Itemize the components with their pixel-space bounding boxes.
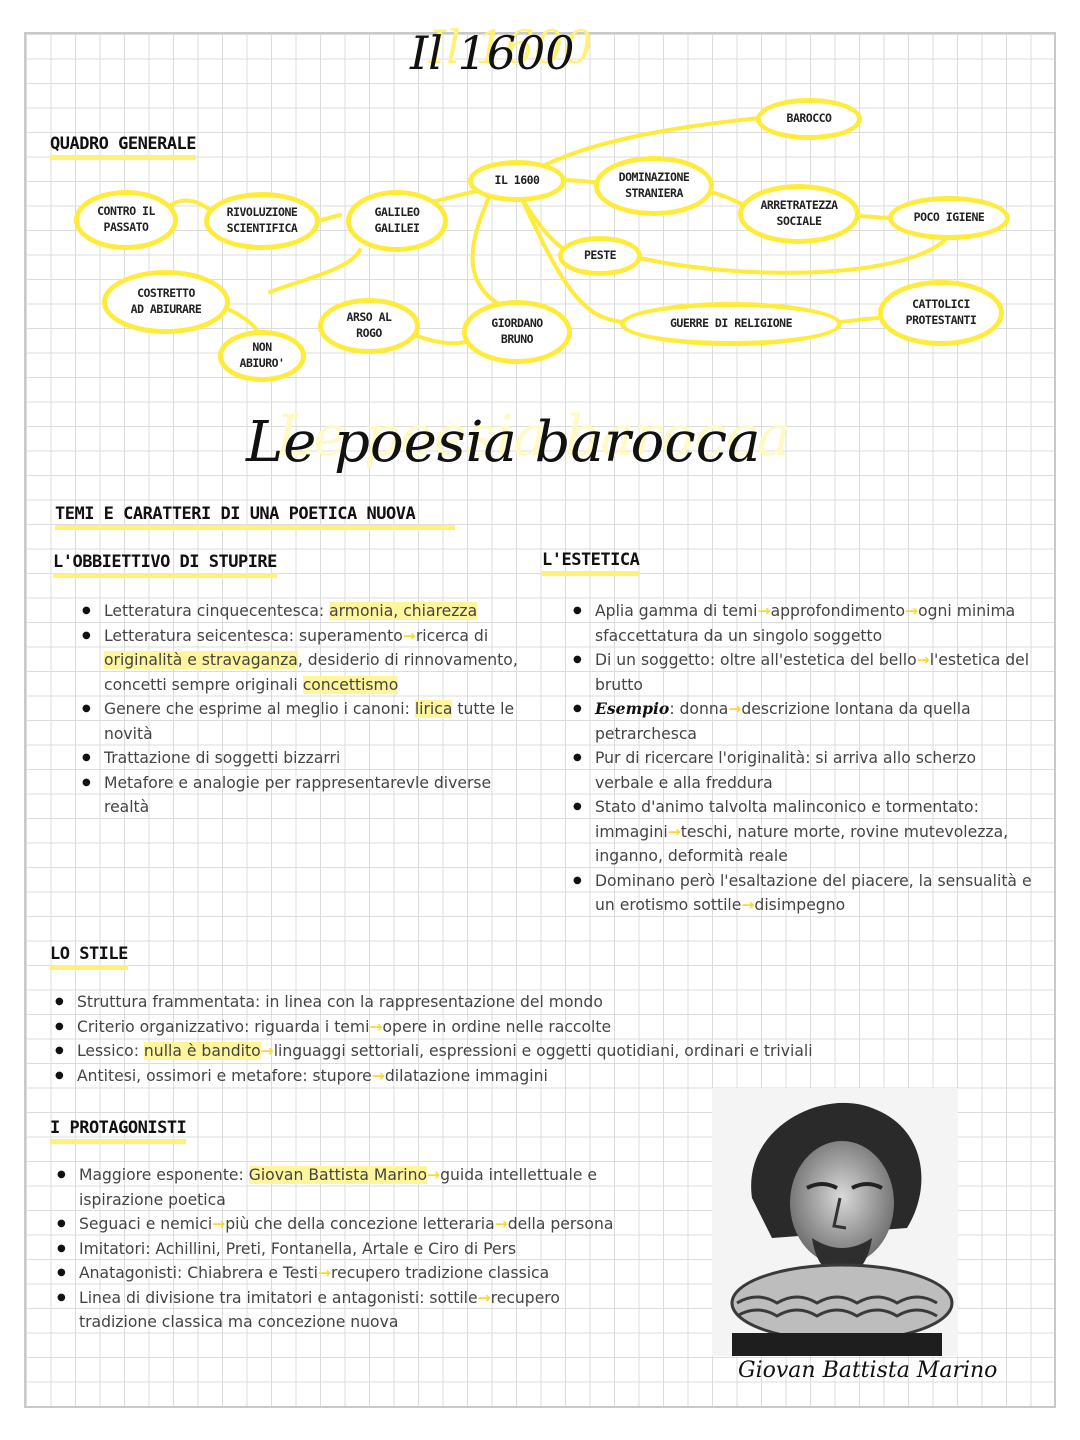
arrow-icon: → <box>427 1166 441 1184</box>
item-text: della persona <box>507 1215 614 1233</box>
item-text: approfondimento <box>770 602 906 620</box>
item-text: l'estetica del brutto <box>595 651 1030 694</box>
item-text: opere in ordine nelle raccolte <box>382 1017 612 1036</box>
item-text: Anatagonisti: Chiabrera e Testi <box>79 1264 318 1282</box>
stile-heading: LO STILE <box>50 944 128 970</box>
list-item <box>55 1039 855 1064</box>
item-text: Trattazione di soggetti bizzarri <box>104 749 341 767</box>
protagonisti-list <box>57 1163 617 1335</box>
item-text: Stato d'animo talvolta malinconico e tormentato: immagini <box>595 798 979 841</box>
item-text: recupero tradizione classica ma concezione nuova <box>79 1288 560 1331</box>
highlighted-text: lirica <box>414 700 453 718</box>
list-item <box>573 795 1035 869</box>
item-text: descrizione lontana da quella petrarchesca <box>595 700 971 743</box>
list-item <box>573 648 1035 697</box>
arrow-icon: → <box>402 626 416 645</box>
arrow-icon: → <box>741 896 755 914</box>
item-text: Metafore e analogie per rappresentarevle diverse realtà <box>104 773 492 816</box>
item-text: teschi, nature morte, rovine mutevolezza, inganno, deformità reale <box>595 822 1009 865</box>
page-title: Il 1600 <box>410 26 575 80</box>
item-text: disimpegno <box>754 896 846 914</box>
item-text: Aplia gamma di temi <box>595 602 758 620</box>
list-item <box>573 599 1035 648</box>
stile-list <box>55 990 855 1088</box>
highlighted-text: nulla è bandito <box>143 1042 261 1060</box>
item-text: Genere che esprime al meglio i canoni: <box>104 700 415 718</box>
item-text: ogni minima sfaccettatura da un singolo soggetto <box>595 602 1016 645</box>
highlighted-text: Giovan Battista Marino <box>248 1166 428 1184</box>
list-item <box>57 1163 617 1212</box>
arrow-icon: → <box>667 822 681 841</box>
node-barocco: BAROCCO <box>756 98 862 140</box>
node-dominazione-straniera: DOMINAZIONE STRANIERA <box>594 156 714 216</box>
node-cattolici-protestanti: CATTOLICI PROTESTANTI <box>878 280 1004 346</box>
arrow-icon: → <box>916 651 930 669</box>
list-item <box>82 746 522 771</box>
node-giordano-bruno: GIORDANO BRUNO <box>462 300 572 364</box>
node-peste: PESTE <box>558 236 642 276</box>
list-item <box>57 1212 617 1237</box>
item-text: Lessico: <box>77 1042 144 1060</box>
arrow-icon: → <box>757 602 771 620</box>
quadro-generale-label: QUADRO GENERALE <box>50 134 196 160</box>
list-item <box>573 869 1035 918</box>
item-text: più che della concezione letteraria <box>225 1215 495 1233</box>
arrow-icon: → <box>260 1042 274 1060</box>
list-item <box>57 1261 617 1286</box>
item-text: Dominano però l'esaltazione del piacere, la sensualità e un erotismo sottile <box>595 871 1032 914</box>
item-text: Seguaci e nemici <box>79 1215 213 1233</box>
list-item <box>57 1237 617 1262</box>
item-text: Criterio organizzativo: riguarda i temi <box>77 1017 370 1036</box>
list-item <box>573 746 1035 795</box>
node-costretto-ad-abiurare: COSTRETTO AD ABIURARE <box>102 270 230 334</box>
node-il-1600: IL 1600 <box>468 160 566 202</box>
item-text: Antitesi, ossimori e metafore: stupore <box>77 1066 372 1085</box>
item-text: dilatazione immagini <box>384 1066 548 1085</box>
item-text: guida intellettuale e ispirazione poetica <box>79 1166 597 1209</box>
node-arso-al-rogo: ARSO AL ROGO <box>318 298 420 354</box>
node-guerre-di-religione: GUERRE DI RELIGIONE <box>620 302 842 346</box>
arrow-icon: → <box>212 1215 226 1233</box>
obiettivo-heading: L'OBBIETTIVO DI STUPIRE <box>53 552 277 578</box>
portrait-image <box>712 1088 958 1356</box>
item-text: , desiderio di rinnovamento, concetti sempre originali <box>104 651 518 694</box>
arrow-icon: → <box>371 1066 385 1085</box>
item-text: Imitatori: Achillini, Preti, Fontanella, Artale e Ciro di Pers <box>79 1239 517 1258</box>
node-galileo-galilei: GALILEO GALILEI <box>346 190 448 252</box>
list-item <box>82 599 522 624</box>
node-non-abiuro: NON ABIURO' <box>218 330 306 382</box>
portrait-drawing <box>712 1088 958 1356</box>
obiettivo-list <box>82 599 522 820</box>
protagonisti-heading: I PROTAGONISTI <box>50 1118 186 1144</box>
item-text: Letteratura seicentesca: superamento <box>104 626 403 645</box>
list-item <box>573 697 1035 746</box>
item-text: Letteratura cinquecentesca: <box>104 602 330 620</box>
item-text: Di un soggetto: oltre all'estetica del bello <box>595 651 917 669</box>
item-text: Linea di divisione tra imitatori e antagonisti: sottile <box>79 1288 478 1307</box>
item-text: Pur di ricercare l'originalità: si arriva allo scherzo verbale e alla freddura <box>595 749 977 792</box>
item-text: linguaggi settoriali, espressioni e oggetti quotidiani, ordinari e triviali <box>273 1042 813 1060</box>
item-text: ricerca di <box>415 626 489 645</box>
arrow-icon: → <box>477 1288 491 1307</box>
item-text: : donna <box>669 700 729 718</box>
highlighted-text: originalità e stravaganza <box>104 651 298 669</box>
arrow-icon: → <box>317 1264 332 1282</box>
item-text: Maggiore esponente: <box>79 1166 249 1184</box>
node-rivoluzione-scientifica: RIVOLUZIONE SCIENTIFICA <box>204 192 320 250</box>
list-item <box>57 1286 617 1335</box>
portrait-caption: Giovan Battista Marino <box>738 1358 998 1383</box>
list-item <box>82 697 522 746</box>
arrow-icon: → <box>905 602 919 620</box>
list-item <box>55 990 855 1015</box>
list-item <box>82 624 522 698</box>
item-text: recupero tradizione classica <box>331 1264 550 1282</box>
item-text: Struttura frammentata: in linea con la rappresentazione del mondo <box>77 993 603 1011</box>
poetry-title: Le poesia barocca <box>246 410 761 475</box>
arrow-icon: → <box>369 1017 383 1036</box>
node-contro-il-passato: CONTRO IL PASSATO <box>74 190 178 250</box>
list-item <box>55 1015 855 1040</box>
arrow-icon: → <box>728 700 742 718</box>
estetica-heading: L'ESTETICA <box>542 550 639 576</box>
list-item <box>55 1064 855 1089</box>
item-text: tutte le novità <box>104 700 515 743</box>
list-item <box>82 771 522 820</box>
temi-heading: TEMI E CARATTERI DI UNA POETICA NUOVA <box>55 504 455 530</box>
arrow-icon: → <box>494 1215 508 1233</box>
node-arretratezza-sociale: ARRETRATEZZA SOCIALE <box>738 184 860 244</box>
highlighted-text: concettismo <box>302 675 399 694</box>
node-poco-igiene: POCO IGIENE <box>888 196 1010 240</box>
example-label: Esempio <box>595 699 670 718</box>
highlighted-text: armonia, chiarezza <box>329 602 478 620</box>
estetica-list <box>573 599 1035 918</box>
